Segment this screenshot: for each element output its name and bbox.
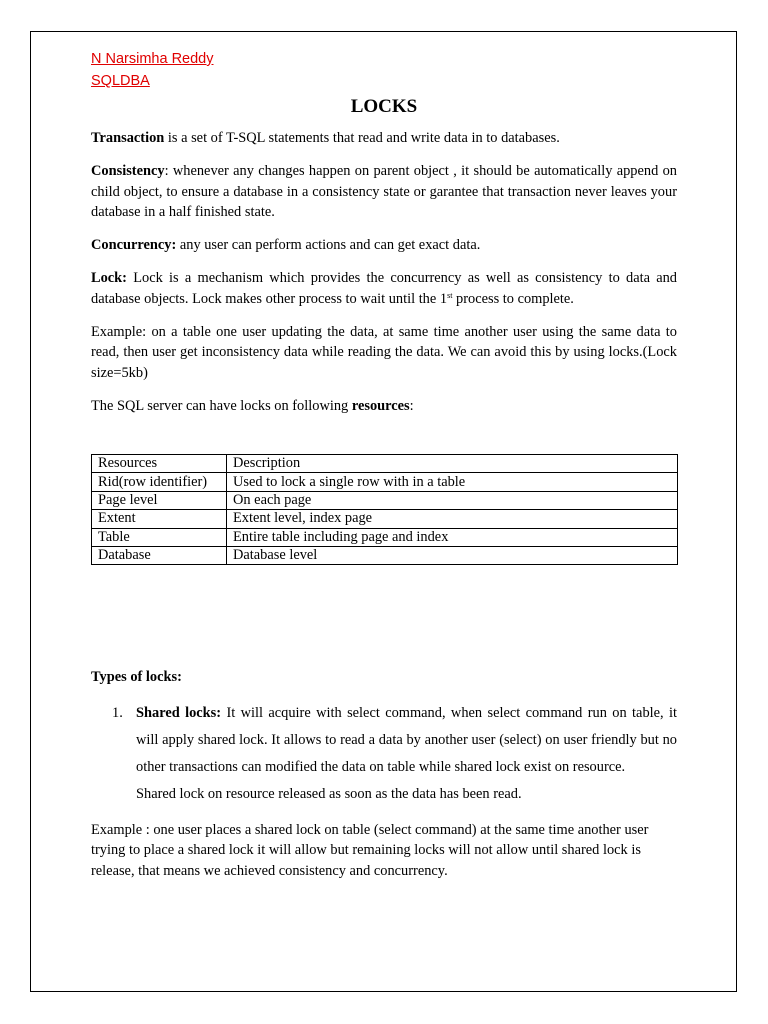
transaction-paragraph — [91, 128, 677, 149]
consistency-paragraph — [91, 161, 677, 223]
resources-intro — [91, 396, 677, 417]
table-header-cell: Description — [227, 455, 678, 473]
resources-intro-text: The SQL server can have locks on following — [91, 397, 352, 414]
example-2-paragraph: Example : one user places a shared lock on table (select command) at the same time another user trying to place a shared lock it will allow but remaining locks will not allow until shared lock is release, that means we achieved consistency and concurrency. — [91, 821, 649, 879]
document-body — [91, 48, 677, 881]
table-cell: Used to lock a single row with in a table — [227, 473, 678, 491]
shared-locks-term: Shared locks: — [136, 704, 222, 721]
table-row — [92, 528, 678, 546]
lock-term: Lock: — [91, 270, 127, 286]
types-heading: Types of locks: — [91, 669, 182, 686]
concurrency-text: any user can perform actions and can get exact data. — [176, 237, 481, 253]
author-role: SQLDBA — [91, 73, 150, 89]
transaction-text: is a set of T-SQL statements that read and write data in to databases. — [164, 130, 560, 146]
table-row — [92, 546, 678, 564]
table-cell: On each page — [227, 491, 678, 509]
table-cell: Extent level, index page — [227, 510, 678, 528]
lock-paragraph — [91, 268, 677, 309]
table-cell: Entire table including page and index — [227, 528, 678, 546]
resources-table — [91, 454, 678, 565]
shared-locks-extra: Shared lock on resource released as soon as the data has been read. — [136, 785, 522, 802]
table-header-row — [92, 455, 678, 473]
resources-term: resources — [351, 397, 410, 414]
author-name: N Narsimha Reddy — [91, 51, 214, 67]
table-cell: Database — [92, 546, 227, 564]
table-cell: Database level — [227, 546, 678, 564]
lock-superscript: st — [447, 290, 453, 300]
table-header-cell: Resources — [92, 455, 227, 473]
lock-text-before: Lock is a mechanism which provides the concurrency as well as consistency to data and database objects. Lock makes other process to wait until the 1 — [91, 270, 677, 307]
list-item — [91, 700, 677, 781]
list-number: 1. — [112, 704, 123, 721]
shared-locks-text: It will acquire with select command, when select command run on table, it will apply shared lock. It allows to read a data by another user (select) on user friendly but no other transactions can modified the data on table while shared lock exist on resource. — [136, 704, 677, 775]
transaction-term: Transaction — [91, 130, 165, 146]
table-cell: Rid(row identifier) — [92, 473, 227, 491]
table-row — [92, 491, 678, 509]
table-cell: Table — [92, 528, 227, 546]
concurrency-paragraph — [91, 235, 677, 256]
table-cell: Page level — [92, 491, 227, 509]
consistency-text: : whenever any changes happen on parent object , it should be automatically append on child object, to ensure a database in a consistency state or garantee that transaction never leaves your database in a half finished state. — [91, 163, 677, 220]
example-paragraph: Example: on a table one user updating the data, at same time another user using the same data to read, then user get inconsistency data while reading the data. We can avoid this by using locks.(Lock size=5kb) — [91, 323, 677, 381]
table-row — [92, 473, 678, 491]
table-row — [92, 510, 678, 528]
page-title: LOCKS — [350, 96, 418, 117]
lock-text-after: process to complete. — [452, 290, 574, 307]
consistency-term: Consistency — [91, 163, 165, 179]
concurrency-term: Concurrency: — [91, 237, 177, 253]
table-cell: Extent — [92, 510, 227, 528]
resources-suffix: : — [409, 397, 414, 414]
